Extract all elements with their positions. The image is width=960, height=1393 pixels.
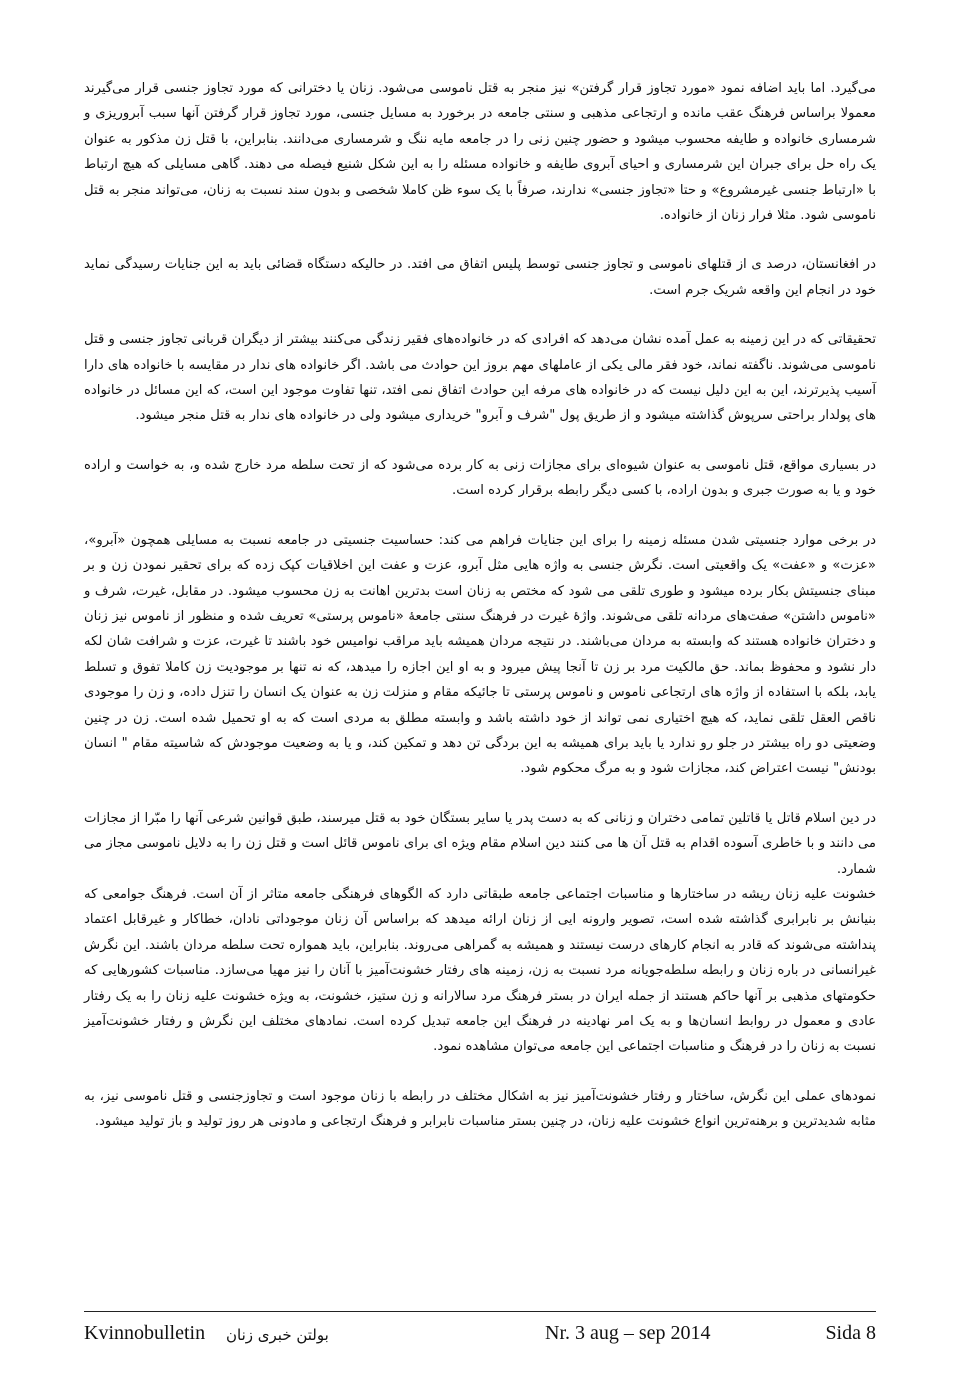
footer-issue: Nr. 3 aug – sep 2014 (545, 1322, 711, 1344)
paragraph-3: تحقیقاتی که در این زمینه به عمل آمده نشان می‌دهد که افرادی که در خانواده‌های فقیر زندگی می‌کنند بیشتر از دیگران قربانی تجاوز جنسی و قتل ناموسی می‌شوند. ناگفته نماند، خود فقر مالی یکی از عاملهای مهم بروز این حوادث می باشد. اگر خانواده های ندار در مقایسه با خانواده های دارا آسیب پذیرترند، این به این دلیل نیست که در خانواده های مرفه این حوادث اتفاق نمی افتد، تنها تفاوت موجود این است، که این مسائل در خانواده های پولدار براحتی سرپوش گذاشته میشود و از طریق پول "شرف و آبرو" خریداری میشود ولی در خانواده های ندار به قتل منجر میشود. (84, 332, 876, 424)
page-footer (84, 1318, 876, 1354)
paragraph-8: نمودهای عملی این نگرش، ساختار و رفتار خشونت‌آمیز نیز به اشکال مختلف در رابطه با زنان موجود است و تجاوزجنسی و قتل ناموسی نیز، به مثابه شدیدترین و برهنه‌ترین انواع خشونت علیه زنان، در چنین بستر مناسبات نابرابر و فرهنگ ارتجاعی و مادونی هر روز تولید و باز تولید میشود. (84, 1088, 876, 1130)
paragraph-7: خشونت علیه زنان ریشه در ساختارها و مناسبات اجتماعی جامعه طبقاتی دارد که الگوهای فرهنگی جامعه متاثر از آن است. فرهنگ جوامعی که بنیانش بر نابرابری گذاشته شده است، تصویر وارونه ایی از زنان ارائه میدهد که براساس آن زنان موجوداتی نادان، خطاکار و غیرقابل اعتماد پنداشته می‌شوند که قادر به انجام کارهای درست نیستند و همیشه به گمراهی می‌روند. بنابراین، باید همواره تحت سلطه مردان باشند. این نگرش غیرانسانی در باره زنان و رابطه سلطه‌جویانه مرد نسبت به زن، زمینه های رفتار خشونت‌آمیز با آنان را نیز مهیا می‌سازد. مناسبات کشورهایی که حکومتهای مذهبی بر آنها حاکم هستند از جمله ایران در بستر فرهنگ مرد سالارانه و زن ستیز، خشونت، به ویژه خشونت علیه زنان را به یک رفتار عادی و معمول در روابط انسان‌ها و به یک امر نهادینه در فرهنگ این جامعه تبدیل کرده است. نمادهای مختلف این نگرش و رفتار خشونت‌آمیز نسبت به زنان را در فرهنگ و مناسبات اجتماعی این جامعه می‌توان مشاهده نمود. (84, 886, 876, 1055)
article-body (84, 76, 876, 1159)
paragraph-1: می‌گیرد. اما باید اضافه نمود «مورد تجاوز قرار گرفتن» نیز منجر به قتل ناموسی می‌شود. زنان یا دخترانی که مورد تجاوز جنسی قرار می‌گیرند معمولا براساس فرهنگ عقب مانده و ارتجاعی مذهبی و سنتی جامعه در برخورد به مسایل جنسی، مورد تجاوز قرار گرفتن آنها سبب آبروریزی و شرمساری خانواده و طایفه محسوب میشود و حضور چنین زنی را در جامعه مایه ننگ و شرمساری می‌دانند. بنابراین، با قتل زن مذکور به عنوان یک راه حل برای جبران این شرمساری و احیای آبروی طایفه و خانواده مسئله را به این شکل شنیع فیصله می دهند. گاهی مسایلی که هیچ ارتباط با «ارتباط جنسی غیرمشروع» و حتا «تجاوز جنسی» ندارند، صرفاً با یک سوء ظن کاملا شخصی و بدون سند نسبت به زنان، می‌تواند منجر به قتل ناموسی شود. مثلا فرار زنان از خانواده. (84, 81, 876, 224)
paragraph-6: در دین اسلام قاتل یا قاتلین تمامی دختران و زنانی که به دست پدر یا سایر بستگان خود به قتل میرسند، طبق قوانین شرعی آنها را مبّرا از مجازات می دانند و با خاطری آسوده اقدام به قتل آن ها می کنند دین اسلام مقام ویژه ای برای ناموس قائل است و قتل زن را به دلایل ناموسی مجاز می شمارد. (84, 810, 876, 877)
footer-brand: Kvinnobulletin (84, 1322, 206, 1344)
footer-page-number: Sida 8 (825, 1322, 876, 1344)
footer-divider (84, 1311, 876, 1312)
paragraph-4: در بسیاری مواقع، قتل ناموسی به عنوان شیوه‌ای برای مجازات زنی به کار برده می‌شود که از تحت سلطه مرد خارج شده و، به خواست و اراده خود و یا به صورت جبری و بدون اراده، با کسی دیگر رابطه برقرار کرده است. (84, 457, 876, 499)
paragraph-2: در افغانستان، درصد ی از قتلهای ناموسی و تجاوز جنسی توسط پلیس اتفاق می افتد. در حالیکه دستگاه قضائی باید به این جنایات رسیدگی نماید خود در انجام این واقعه شریک جرم است. (84, 257, 876, 298)
paragraph-5: در برخی موارد جنسیتی شدن مسئله زمینه را برای این جنایات فراهم می کند: حساسیت جنسیتی در جامعه نسبت به مسایلی همچون «آبرو»، «عزت» و «عفت» یک واقعیتی است. نگرش جنسی به واژه هایی مثل آبرو، عزت و عفت این اخلاقیات کپک زده که برای تحقیر نمودن زن و بر مبنای جنسیتش بکار برده میشود و طوری تلقی می شود که مختص به زنان است بدترین اهانت به زن محسوب میشود. در مقابل، غیرت، شرف و «ناموس داشتن» صفت‌های مردانه تلقی می‌شوند. واژهٔ غیرت در فرهنگ سنتی جامعهٔ «ناموس پرستی» تعریف شده و منظور از ناموس نیز زنان و دختران خانواده هستند که وابسته به مردان می‌باشند. در نتیجه مردان همیشه باید مراقب نوامیس خود باشند تا غیرت، عزت و شرافت شان لکه دار نشود و محفوظ بماند. حق مالکیت مرد بر زن تا آنجا پیش میرود و به او این اجازه را میدهد، که نه تنها بر موجودیت زن کاملا تفوق و تسلط یابد، بلکه با استفاده از واژه های ارتجاعی ناموس و ناموس پرستی تا جائیکه مقام و منزلت زن به عنوان یک انسان را تنزل داده، و زن را موجودی ناقص العقل تلقی نماید، که هیچ اختیاری نمی تواند از خود داشته باشد و وابسته مطلق به مردی است که به او تحمیل شده است. زن در چنین وضعیتی دو راه بیشتر در جلو رو ندارد یا باید برای همیشه به این بردگی تن دهد و تمکین کند، و یا به وضعیت موجودش که شاسیته مقام " انسان بودنش" نیست اعتراض کند، مجازات شود و به مرگ محکوم شود. (84, 532, 876, 777)
footer-brand-persian: بولتن خبری زنان (226, 1326, 329, 1344)
